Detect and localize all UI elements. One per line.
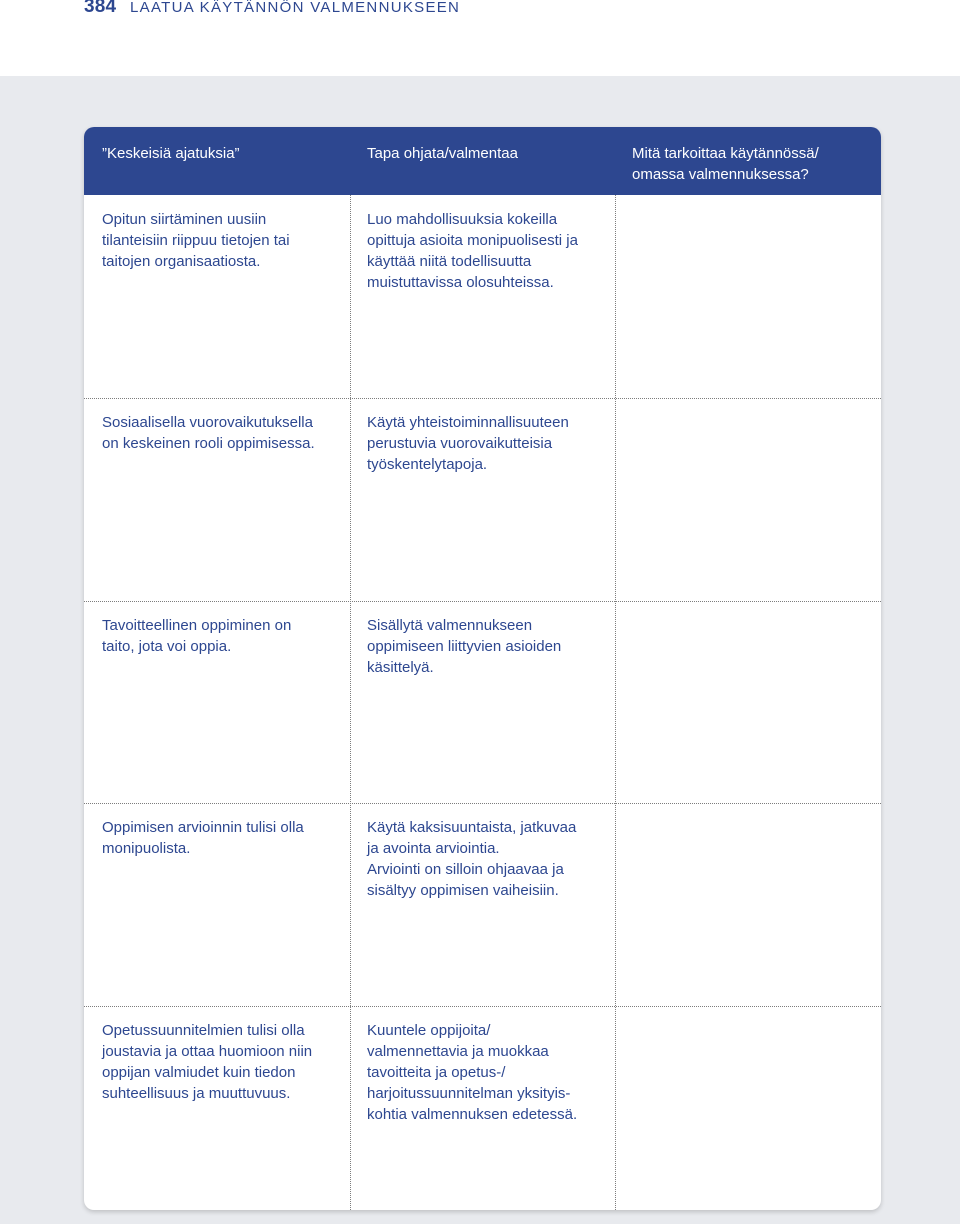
header-guidance-method: Tapa ohjata/valmentaa bbox=[367, 145, 518, 162]
row-5-key-idea: Opetussuunnitelmien tulisi olla joustavia ja ottaa huomioon niin oppijan valmiudet kuin tiedon suhteellisuus ja muuttuvuus. bbox=[102, 1022, 313, 1102]
row-3-key-idea: Tavoitteellinen oppiminen on taito, jota voi oppia. bbox=[102, 617, 292, 655]
row-2-key-idea: Sosiaalisella vuorovaikutuksella on keskeinen rooli oppimisessa. bbox=[102, 414, 315, 452]
row-divider bbox=[84, 803, 881, 804]
row-divider bbox=[84, 1006, 881, 1007]
header-practice-meaning: Mitä tarkoittaa käytännössä/ omassa valmennuksessa? bbox=[632, 145, 819, 183]
row-divider bbox=[84, 601, 881, 602]
column-divider bbox=[350, 195, 351, 1210]
table-header bbox=[84, 127, 881, 195]
row-4-method: Käytä kaksisuuntaista, jatkuvaa ja avointa arviointia. Arviointi on silloin ohjaavaa ja sisältyy oppimisen vaiheisiin. bbox=[367, 819, 577, 899]
coaching-table bbox=[84, 127, 881, 1210]
page-number: 384 bbox=[84, 0, 117, 17]
row-5-method: Kuuntele oppijoita/ valmennettavia ja muokkaa tavoitteita ja opetus-/ harjoitussuunnitelman yksityis- kohtia valmennuksen edetessä. bbox=[367, 1022, 578, 1123]
header-key-ideas: ”Keskeisiä ajatuksia” bbox=[102, 145, 240, 162]
row-4-key-idea: Oppimisen arvioinnin tulisi olla monipuolista. bbox=[102, 819, 304, 857]
row-2-method: Käytä yhteistoiminnallisuuteen perustuvia vuorovaikutteisia työskentelytapoja. bbox=[367, 414, 569, 473]
row-1-method: Luo mahdollisuuksia kokeilla opittuja asioita monipuolisesti ja käyttää niitä todellisuutta muistuttavissa olosuhteissa. bbox=[367, 211, 578, 291]
row-1-key-idea: Opitun siirtäminen uusiin tilanteisiin riippuu tietojen tai taitojen organisaatiosta. bbox=[102, 211, 290, 270]
page-header bbox=[0, 0, 960, 76]
row-divider bbox=[84, 398, 881, 399]
row-3-method: Sisällytä valmennukseen oppimiseen liittyvien asioiden käsittelyä. bbox=[367, 617, 562, 676]
column-divider bbox=[615, 195, 616, 1210]
running-title: LAATUA KÄYTÄNNÖN VALMENNUKSEEN bbox=[130, 0, 461, 16]
